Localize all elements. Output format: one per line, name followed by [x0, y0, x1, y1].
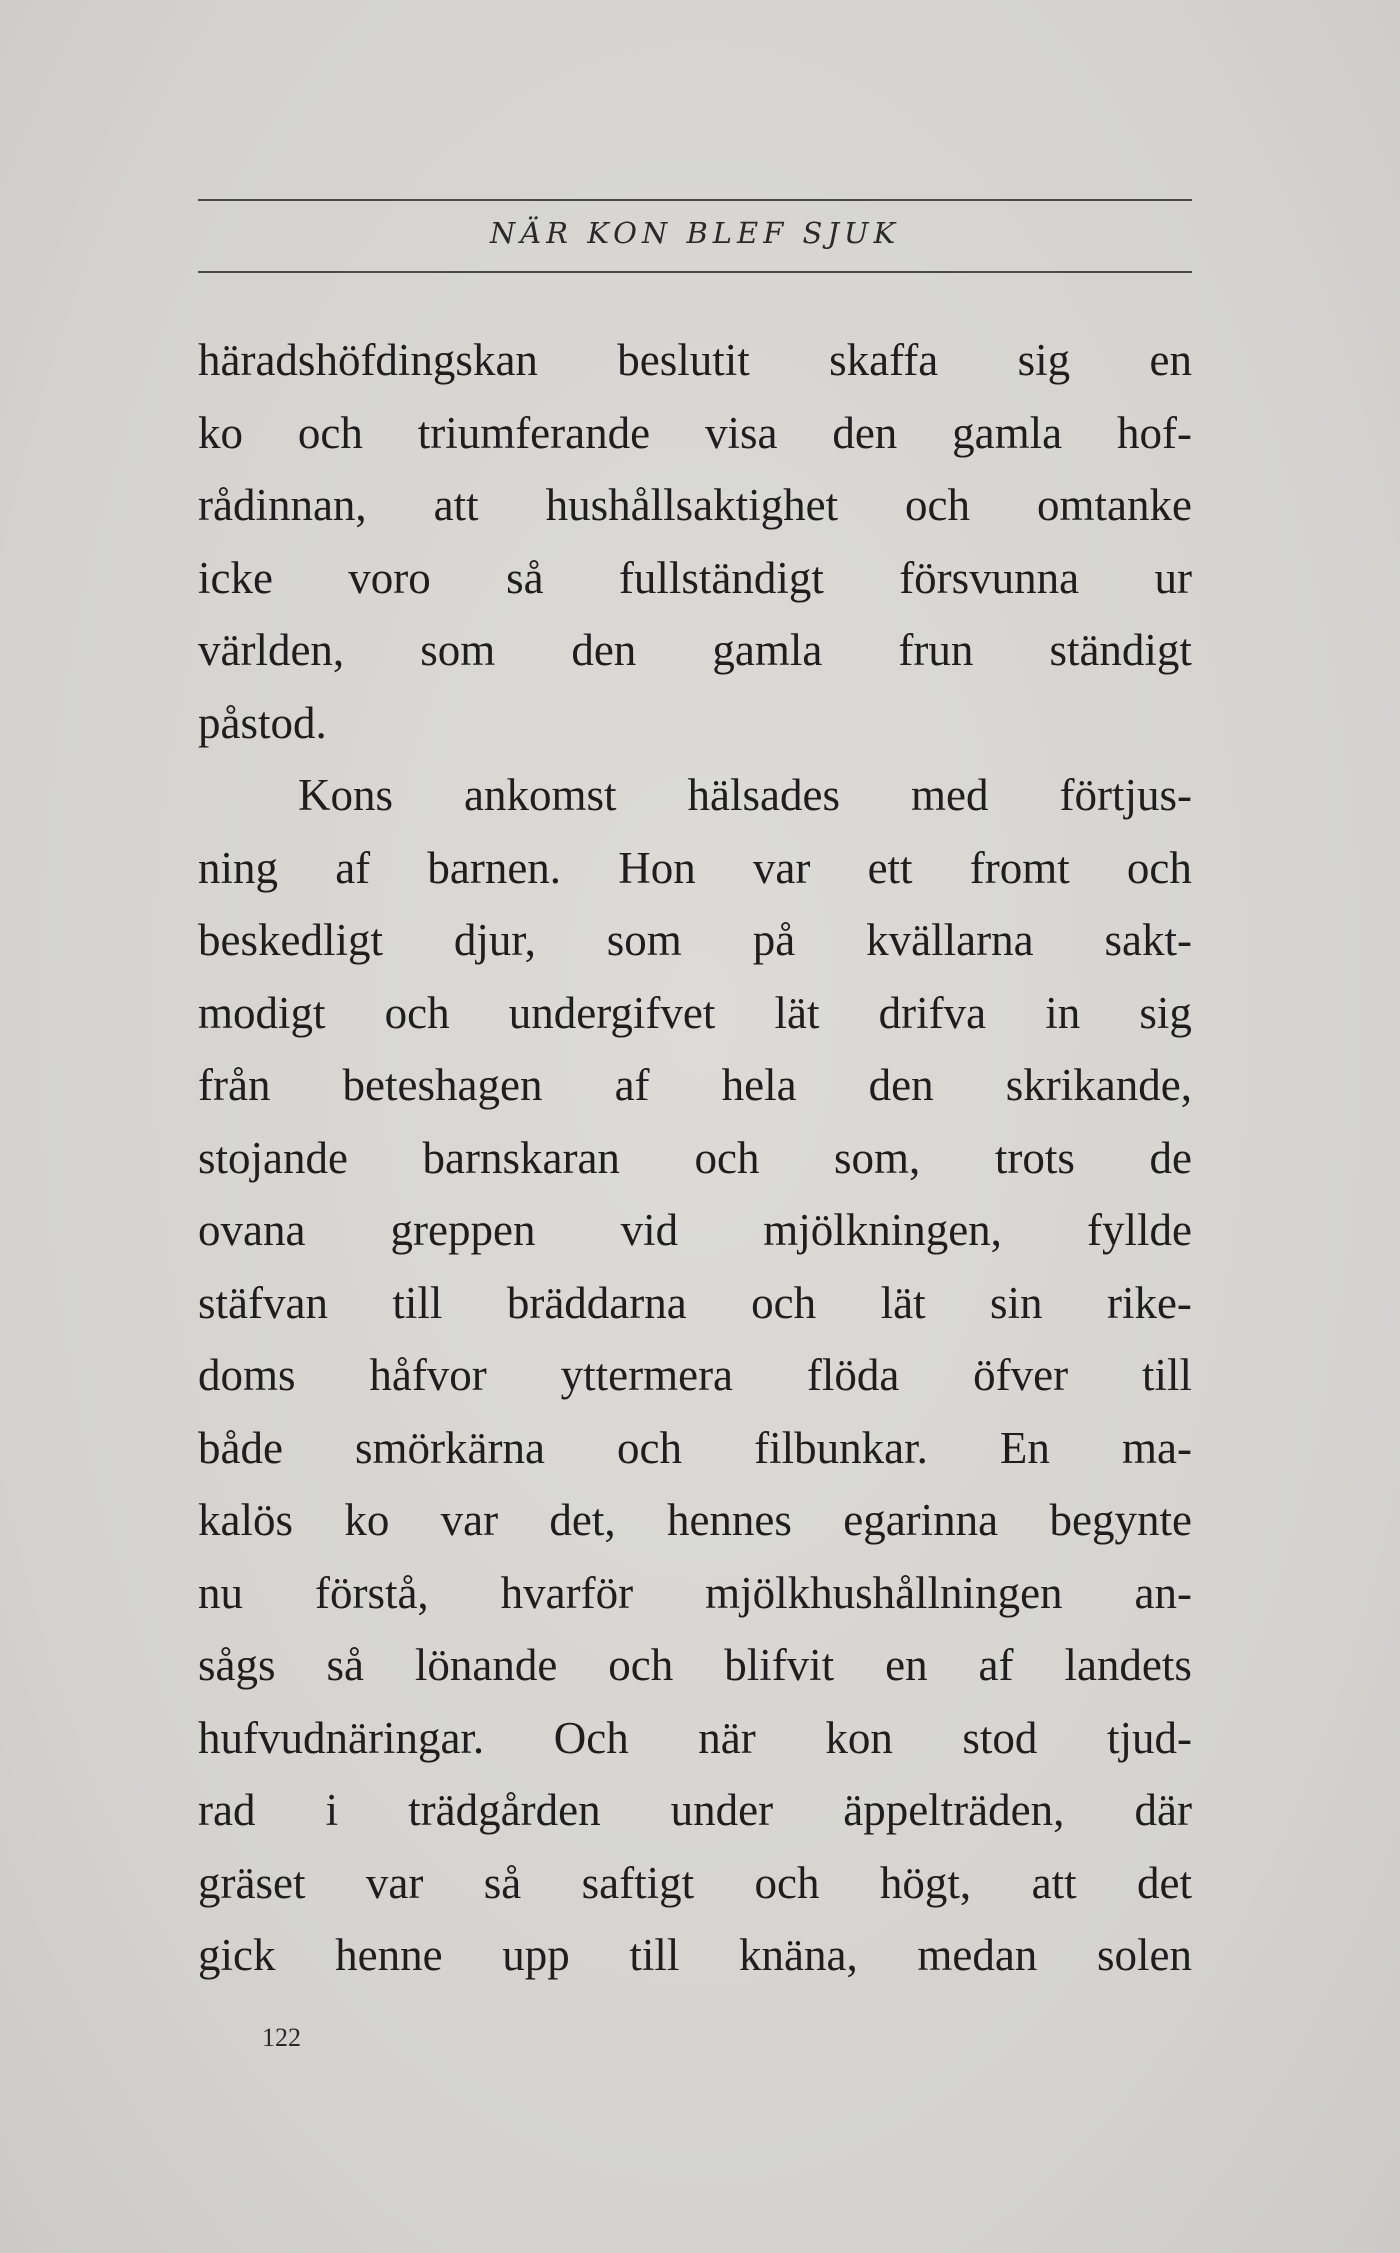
- word: kalös: [198, 1495, 293, 1545]
- word: sågs: [198, 1640, 276, 1690]
- word: sin: [990, 1277, 1043, 1328]
- running-head: NÄR KON BLEF SJUK: [489, 216, 901, 250]
- word: sakt-: [1104, 915, 1192, 965]
- word: Och: [553, 1712, 629, 1763]
- word: af: [978, 1640, 1014, 1690]
- word: gamla: [712, 625, 823, 675]
- word: så: [483, 1857, 522, 1908]
- text-line: [198, 1194, 1192, 1267]
- word: fullständigt: [618, 552, 824, 603]
- word: den: [571, 625, 637, 675]
- word: och: [751, 1277, 817, 1328]
- word: så: [506, 552, 544, 603]
- word: visa: [704, 407, 778, 458]
- word: mjölkningen,: [763, 1205, 1002, 1255]
- word: vid: [620, 1205, 679, 1255]
- word: lönande: [414, 1640, 558, 1690]
- word: och: [1126, 842, 1192, 893]
- word: tjud-: [1106, 1712, 1192, 1763]
- word: En: [999, 1422, 1050, 1473]
- word: och: [694, 1132, 760, 1183]
- text-line: [198, 1557, 1192, 1630]
- word: kvällarna: [866, 915, 1034, 965]
- text-line: [198, 1267, 1192, 1340]
- word: icke: [198, 552, 273, 603]
- text-line: [198, 469, 1192, 542]
- word: att: [1031, 1857, 1077, 1908]
- header-rule-top: [198, 199, 1192, 201]
- word: barnskaran: [422, 1132, 620, 1183]
- word: öfver: [973, 1350, 1069, 1400]
- word: och: [905, 480, 971, 530]
- word: triumferande: [417, 407, 651, 458]
- word: stäfvan: [198, 1277, 328, 1328]
- word: de: [1149, 1132, 1192, 1183]
- word: begynte: [1049, 1495, 1192, 1545]
- word: gick: [198, 1930, 276, 1980]
- word: djur,: [453, 915, 536, 965]
- word: en: [885, 1640, 928, 1690]
- word: med: [911, 770, 989, 820]
- body-text: [198, 324, 1192, 1992]
- word: var: [440, 1495, 499, 1545]
- word: smörkärna: [355, 1422, 545, 1473]
- word: henne: [335, 1930, 443, 1980]
- word: hof-: [1116, 407, 1192, 458]
- word: både: [198, 1422, 283, 1473]
- word: trädgården: [408, 1785, 601, 1835]
- word: som: [606, 915, 682, 965]
- word: fromt: [969, 842, 1070, 893]
- word: så: [326, 1640, 364, 1690]
- text-line: [198, 614, 1192, 687]
- word: Kons: [298, 770, 394, 820]
- word: ovana: [198, 1205, 306, 1255]
- text-line: [198, 324, 1192, 397]
- word: hela: [721, 1060, 797, 1110]
- word: beteshagen: [342, 1060, 543, 1110]
- word: hennes: [666, 1495, 792, 1545]
- text-line: [198, 904, 1192, 977]
- word: af: [614, 1060, 650, 1110]
- word: kon: [825, 1712, 893, 1763]
- text-line: [198, 542, 1192, 615]
- word: ur: [1154, 552, 1192, 603]
- word: hushållsaktighet: [545, 480, 839, 530]
- word: barnen.: [427, 842, 562, 893]
- word: sig: [1017, 335, 1071, 385]
- word: och: [608, 1640, 674, 1690]
- word: egarinna: [843, 1495, 999, 1545]
- word: förtjus-: [1059, 770, 1192, 820]
- text-line: [198, 1919, 1192, 1992]
- word: stojande: [198, 1132, 348, 1183]
- word: medan: [917, 1930, 1038, 1980]
- text-line: [198, 1484, 1192, 1557]
- word: högt,: [879, 1857, 972, 1908]
- word: en: [1149, 335, 1192, 385]
- text-line: [198, 832, 1192, 905]
- word: lät: [774, 987, 820, 1038]
- word: hvarför: [500, 1567, 634, 1618]
- word: gräset: [198, 1857, 306, 1908]
- word: häradshöfdingskan: [198, 335, 538, 385]
- word: beskedligt: [198, 915, 383, 965]
- word: förstå,: [314, 1567, 429, 1618]
- word: under: [670, 1785, 774, 1835]
- text-line: [198, 1339, 1192, 1412]
- word: och: [617, 1422, 683, 1473]
- word: att: [433, 480, 479, 530]
- word: på: [752, 915, 796, 965]
- text-line: [198, 1847, 1192, 1920]
- word: ko: [198, 407, 243, 458]
- word: solen: [1096, 1930, 1192, 1980]
- word: ständigt: [1049, 625, 1192, 675]
- word: Hon: [618, 842, 696, 893]
- word: doms: [198, 1350, 296, 1400]
- text-line: [198, 759, 1192, 832]
- word: sig: [1139, 987, 1192, 1038]
- word: fyllde: [1087, 1205, 1192, 1255]
- word: skaffa: [829, 335, 939, 385]
- word: voro: [348, 552, 431, 603]
- word: ning: [198, 842, 279, 893]
- word: landets: [1064, 1640, 1192, 1690]
- word: och: [297, 407, 363, 458]
- text-line: [198, 1629, 1192, 1702]
- word: bräddarna: [506, 1277, 687, 1328]
- word: som,: [834, 1132, 921, 1183]
- word: rike-: [1106, 1277, 1192, 1328]
- word: lät: [880, 1277, 926, 1328]
- word: som: [420, 625, 496, 675]
- word: undergifvet: [508, 987, 716, 1038]
- word: var: [365, 1857, 424, 1908]
- word: äppelträden,: [843, 1785, 1065, 1835]
- word: rad: [198, 1785, 256, 1835]
- text-line: [198, 977, 1192, 1050]
- word: från: [198, 1060, 271, 1110]
- word: det,: [549, 1495, 616, 1545]
- word: an-: [1134, 1567, 1192, 1618]
- word: till: [1141, 1350, 1192, 1400]
- text-line: [198, 1774, 1192, 1847]
- word: det: [1136, 1857, 1192, 1908]
- text-line: [198, 1049, 1192, 1122]
- word: där: [1134, 1785, 1192, 1835]
- word: rådinnan,: [198, 480, 367, 530]
- word: i: [325, 1785, 339, 1835]
- word: håfvor: [369, 1350, 487, 1400]
- word: filbunkar.: [754, 1422, 928, 1473]
- word: till: [629, 1930, 680, 1980]
- word: världen,: [198, 625, 345, 675]
- word: ankomst: [464, 770, 617, 820]
- word: blifvit: [724, 1640, 835, 1690]
- word: ett: [867, 842, 913, 893]
- page-number: 122: [262, 2023, 301, 2052]
- word: försvunna: [899, 552, 1080, 603]
- word: ko: [344, 1495, 390, 1545]
- word: knäna,: [739, 1930, 858, 1980]
- text-line: [198, 687, 1192, 760]
- word: nu: [198, 1567, 243, 1618]
- word: upp: [502, 1930, 570, 1980]
- word: hälsades: [687, 770, 840, 820]
- word: modigt: [198, 987, 326, 1038]
- word: saftigt: [581, 1857, 695, 1908]
- header-rule-bottom: [198, 271, 1192, 273]
- word: skrikande,: [1005, 1060, 1192, 1110]
- word: och: [754, 1857, 820, 1908]
- word: af: [335, 842, 371, 893]
- word: den: [868, 1060, 934, 1110]
- word: in: [1045, 987, 1081, 1038]
- word: påstod.: [198, 697, 327, 748]
- word: mjölkhushållningen: [705, 1567, 1063, 1618]
- word: den: [832, 407, 898, 458]
- word: beslutit: [617, 335, 750, 385]
- word: yttermera: [560, 1350, 734, 1400]
- word: och: [384, 987, 450, 1038]
- text-line: [198, 1702, 1192, 1775]
- word: greppen: [390, 1205, 536, 1255]
- word: stod: [962, 1712, 1038, 1763]
- word: till: [392, 1277, 443, 1328]
- text-line: [198, 1412, 1192, 1485]
- word: gamla: [952, 407, 1063, 458]
- word: drifva: [878, 987, 987, 1038]
- word: frun: [898, 625, 974, 675]
- word: omtanke: [1037, 480, 1192, 530]
- word: trots: [994, 1132, 1075, 1183]
- word: var: [752, 842, 811, 893]
- word: hufvudnäringar.: [198, 1712, 485, 1763]
- word: när: [698, 1712, 756, 1763]
- text-line: [198, 397, 1192, 470]
- text-line: [198, 1122, 1192, 1195]
- word: flöda: [806, 1350, 900, 1400]
- word: ma-: [1121, 1422, 1192, 1473]
